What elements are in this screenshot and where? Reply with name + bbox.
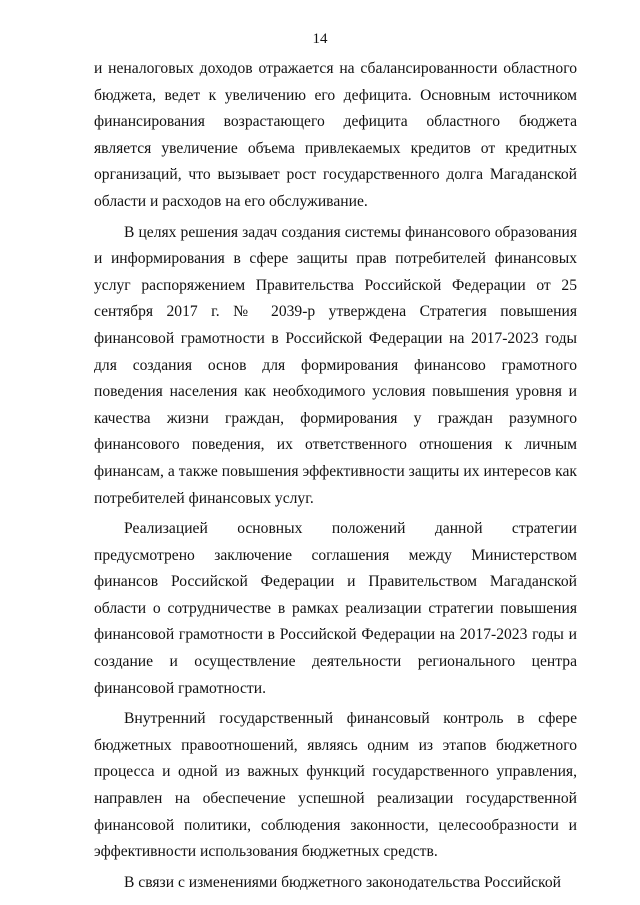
paragraph-strategy-implementation: Реализацией основных положений данной стратегии предусмотрено заключение соглашения между Министерством финансов Российской Федерации и Правительством Магаданской области о сотрудничестве в рамках реализации стратегии повышения финансовой грамотности в Российской Федерации на 2017-2023 годы и создание и осуществление деятельности регионального центра финансовой грамотности. bbox=[94, 520, 577, 697]
paragraph-legislation-changes: В связи с изменениями бюджетного законодательства Российской bbox=[124, 873, 561, 891]
page-number: 14 bbox=[312, 31, 328, 47]
paragraph-budget-deficit: и неналоговых доходов отражается на сбалансированности областного бюджета, ведет к увеличению его дефицита. Основным источником финансирования возрастающего дефицита областного бюджета является увеличение объема привлекаемых кредитов от кредитных организаций, что вызывает рост государственного долга Магаданской области и расходов на его обслуживание. bbox=[94, 60, 577, 210]
paragraph-financial-literacy-strategy: В целях решения задач создания системы финансового образования и информирования в сфере защиты прав потребителей финансовых услуг распоряжением Правительства Российской Федерации от 25 сентября 2017 г. № 2039-р утверждена Стратегия повышения финансовой грамотности в Российской Федерации на 2017-2023 годы для создания основ для формирования финансово грамотного поведения населения как необходимого условия повышения уровня и качества жизни граждан, формирования у граждан разумного финансового поведения, их ответственного отношения к личным финансам, а также повышения эффективности защиты их интересов как потребителей финансовых услуг. bbox=[94, 223, 577, 507]
document-body bbox=[94, 56, 577, 900]
paragraph-financial-control: Внутренний государственный финансовый контроль в сфере бюджетных правоотношений, являясь одним из этапов бюджетного процесса и одной из важных функций государственного управления, направлен на обеспечение успешной реализации государственной финансовой политики, соблюдения законности, целесообразности и эффективности использования бюджетных средств. bbox=[94, 710, 577, 861]
